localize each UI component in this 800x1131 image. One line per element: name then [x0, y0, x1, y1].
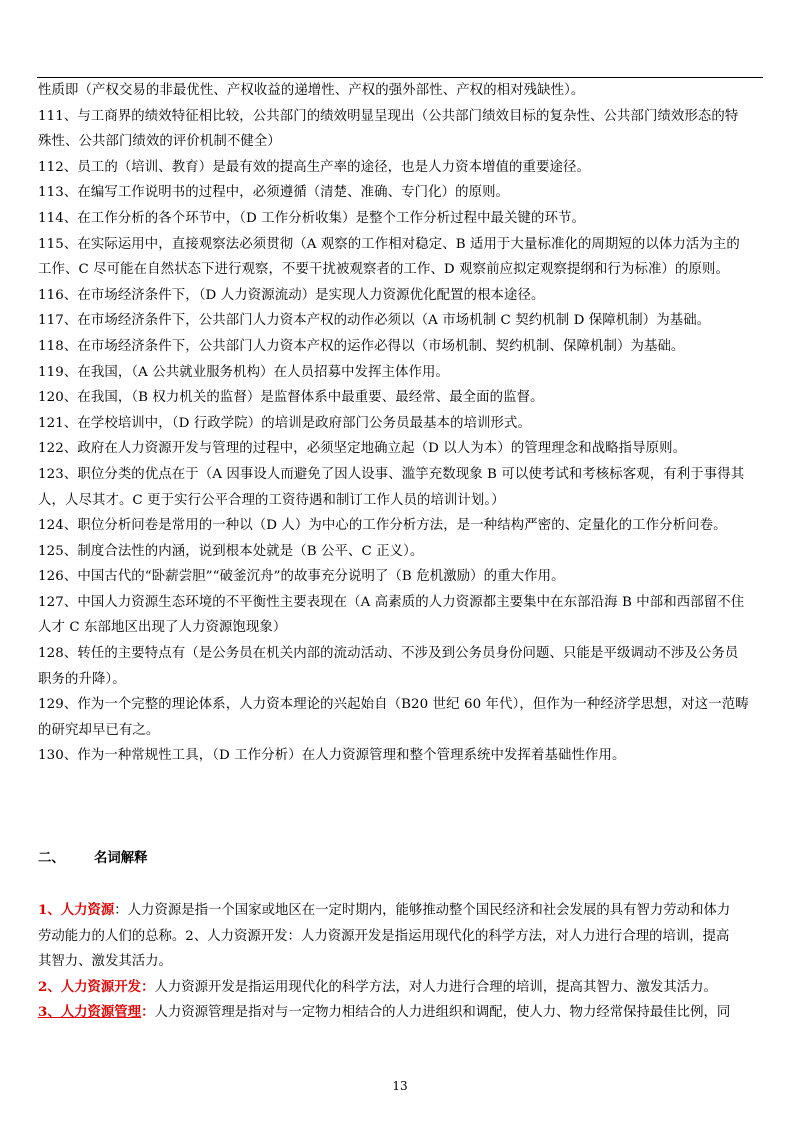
text-line: 123、职位分类的优点在于（A 因事设人而避免了因人设事、滥竽充数现象 B 可以使考试和考核标客观，有利于事得其	[38, 466, 745, 482]
term-line: 劳动能力的人们的总称。2、人力资源开发：人力资源开发是指运用现代化的科学方法，对人力进行合理的培训，提高	[38, 928, 730, 944]
term-text: 人力资源开发是指运用现代化的科学方法，对人力进行合理的培训，提高其智力、激发其活力。	[154, 979, 717, 995]
text-line: 120、在我国，（B 权力机关的监督）是监督体系中最重要、最经常、最全面的监督。	[38, 390, 544, 406]
text-line: 130、作为一种常规性工具，（D 工作分析）在人力资源管理和整个管理系统中发挥着基础性作用。	[38, 748, 626, 764]
term-line	[38, 1000, 764, 1026]
text-line: 的研究却早已有之。	[38, 722, 160, 738]
text-line: 113、在编写工作说明书的过程中，必须遵循（清楚、准确、专门化）的原则。	[38, 185, 510, 201]
term-colon: ：	[141, 1004, 155, 1021]
text-line: 殊性、公共部门绩效的评价机制不健全）	[38, 134, 281, 150]
text-line: 人，人尽其才。C 更于实行公平合理的工资待遇和制订工作人员的培训计划。）	[38, 492, 505, 508]
text-line: 122、政府在人力资源开发与管理的过程中，必须坚定地确立起（D 以人为本）的管理理念和战略指导原则。	[38, 441, 687, 457]
term-label: 1、人力资源	[38, 902, 115, 918]
term-line	[38, 898, 764, 924]
term-text: 人力资源是指一个国家或地区在一定时期内，能够推动整个国民经济和社会发展的具有智力劳动和体力	[127, 903, 731, 918]
text-line: 117、在市场经济条件下，公共部门人力资本产权的动作必须以（A 市场机制 C 契约机制 D 保障机制）为基础。	[38, 313, 711, 329]
term-line: 其智力、激发其活力。	[38, 954, 172, 970]
term-label: 3、人力资源管理	[38, 1004, 142, 1021]
text-line: 121、在学校培训中，（D 行政学院）的培训是政府部门公务员最基本的培训形式。	[38, 415, 532, 431]
section-number: 二、	[38, 850, 65, 866]
text-line: 人才 C 东部地区出现了人力资源饱现象）	[38, 620, 287, 636]
text-line: 119、在我国，（A 公共就业服务机构）在人员招募中发挥主体作用。	[38, 364, 450, 380]
text-line: 128、转任的主要特点有（是公务员在机关内部的流动活动、不涉及到公务员身份问题、只能是平级调动不涉及公务员	[38, 646, 739, 662]
text-line: 124、职位分析问卷是常用的一种以（D 人）为中心的工作分析方法，是一种结构严密的、定量化的工作分析问卷。	[38, 518, 727, 534]
question-list	[38, 78, 764, 769]
section-heading	[38, 846, 148, 871]
term-label: 2、人力资源开发	[38, 978, 142, 995]
text-line: 111、与工商界的绩效特征相比较，公共部门的绩效明显呈现出（公共部门绩效目标的复杂性、公共部门绩效形态的特	[38, 108, 739, 124]
term-colon: ：	[114, 903, 128, 918]
term-definitions	[38, 898, 764, 1026]
text-line: 114、在工作分析的各个环节中，（D 工作分析收集）是整个工作分析过程中最关键的环节。	[38, 210, 585, 226]
text-line: 118、在市场经济条件下，公共部门人力资本产权的运作必得以（市场机制、契约机制、保障机制）为基础。	[38, 338, 685, 354]
text-line: 性质即（产权交易的非最优性、产权收益的递增性、产权的强外部性、产权的相对残缺性）。	[38, 83, 585, 98]
text-line: 职务的升降）。	[38, 671, 126, 687]
term-line	[38, 975, 764, 1001]
text-line: 116、在市场经济条件下，（D 人力资源流动）是实现人力资源优化配置的根本途径。	[38, 287, 545, 303]
text-line: 工作、C 尽可能在自然状态下进行观察，不要干扰被观察者的工作、D 观察前应拟定观察提纲和行为标准）的原则。	[38, 262, 729, 278]
text-line: 129、作为一个完整的理论体系，人力资本理论的兴起始自（B20 世纪 60 年代），但作为一种经济学思想，对这一范畴	[38, 697, 749, 713]
text-line: 126、中国古代的“卧薪尝胆”“破釜沉舟”的故事充分说明了（B 危机激励）的重大作用。	[38, 569, 565, 585]
term-colon: ：	[141, 978, 155, 995]
text-line: 115、在实际运用中，直接观察法必须贯彻（A 观察的工作相对稳定、B 适用于大量标准化的周期短的以体力活为主的	[38, 236, 740, 252]
text-line: 127、中国人力资源生态环境的不平衡性主要表现在（A 高素质的人力资源都主要集中在东部沿海 B 中部和西部留不住	[38, 594, 745, 610]
text-line: 112、员工的（培训、教育）是最有效的提高生产率的途径，也是人力资本增值的重要途径。	[38, 159, 590, 175]
text-line: 125、制度合法性的内涵，说到根本处就是（B 公平、C 正义）。	[38, 543, 424, 559]
term-text: 人力资源管理是指对与一定物力相结合的人力进组织和调配，使人力、物力经常保持最佳比例，同	[154, 1005, 731, 1021]
section-title: 名词解释	[94, 850, 148, 866]
page-number: 13	[392, 1079, 408, 1093]
